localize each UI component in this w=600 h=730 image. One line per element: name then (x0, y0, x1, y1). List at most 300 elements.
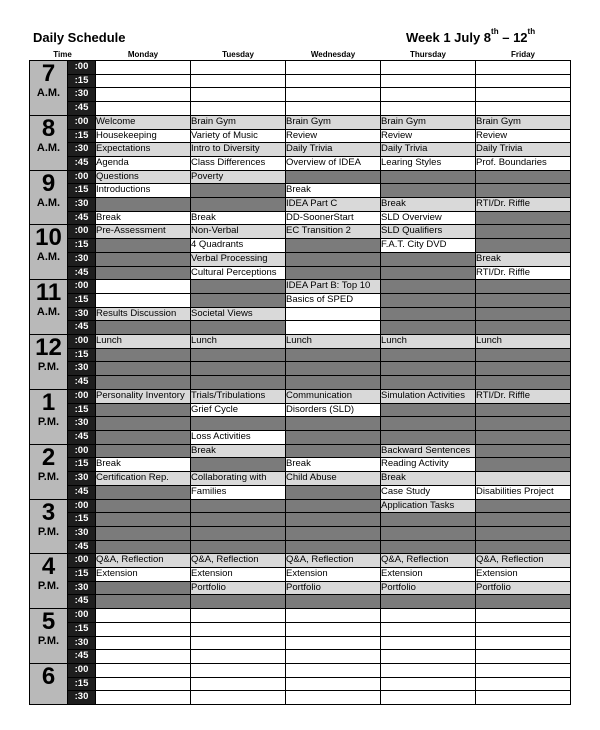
schedule-cell-tuesday (191, 458, 286, 472)
schedule-cell-thursday (381, 540, 476, 554)
schedule-cell-thursday: F.A.T. City DVD (381, 239, 476, 253)
schedule-cell-thursday: Application Tasks (381, 499, 476, 513)
time-slot-row (30, 376, 571, 390)
schedule-cell-wednesday: Child Abuse (286, 472, 381, 486)
schedule-cell-wednesday (286, 252, 381, 266)
schedule-cell-wednesday (286, 376, 381, 390)
hour-number: 4 (41, 553, 56, 581)
schedule-cell-tuesday (191, 609, 286, 623)
hour-label (30, 609, 68, 664)
column-header-thursday: Thursday (409, 49, 446, 59)
schedule-cell-monday: Housekeeping (96, 129, 191, 143)
schedule-cell-tuesday (191, 280, 286, 294)
schedule-cell-tuesday (191, 88, 286, 102)
schedule-cell-monday (96, 526, 191, 540)
schedule-cell-monday (96, 540, 191, 554)
schedule-cell-tuesday (191, 663, 286, 677)
schedule-cell-wednesday (286, 636, 381, 650)
schedule-cell-wednesday: Brain Gym (286, 115, 381, 129)
schedule-cell-thursday: Case Study (381, 485, 476, 499)
schedule-cell-tuesday (191, 677, 286, 691)
schedule-cell-monday (96, 595, 191, 609)
schedule-cell-monday: Q&A, Reflection (96, 554, 191, 568)
schedule-cell-tuesday (191, 636, 286, 650)
minute-label: :00 (68, 444, 96, 458)
schedule-cell-wednesday (286, 526, 381, 540)
schedule-cell-tuesday (191, 362, 286, 376)
schedule-cell-thursday (381, 280, 476, 294)
schedule-cell-friday (476, 348, 571, 362)
hour-meridiem: A.M. (36, 87, 61, 99)
schedule-cell-monday (96, 636, 191, 650)
schedule-cell-wednesday: Lunch (286, 335, 381, 349)
schedule-cell-friday: Brain Gym (476, 115, 571, 129)
schedule-cell-thursday (381, 417, 476, 431)
schedule-cell-friday: RTI/Dr. Riffle (476, 389, 571, 403)
time-slot-row (30, 485, 571, 499)
minute-label: :45 (68, 595, 96, 609)
schedule-cell-friday: Portfolio (476, 581, 571, 595)
minute-label: :00 (68, 554, 96, 568)
schedule-cell-friday: Review (476, 129, 571, 143)
hour-meridiem: P.M. (37, 525, 60, 538)
schedule-cell-monday (96, 663, 191, 677)
hour-number: 11 (35, 279, 62, 307)
minute-label: :45 (68, 102, 96, 116)
schedule-cell-wednesday: Break (286, 184, 381, 198)
schedule-cell-monday (96, 650, 191, 664)
schedule-cell-tuesday: Families (191, 485, 286, 499)
minute-label: :00 (68, 335, 96, 349)
schedule-cell-monday (96, 430, 191, 444)
schedule-cell-wednesday (286, 239, 381, 253)
week-label-main: Week 1 July 8 (406, 30, 492, 45)
schedule-cell-wednesday (286, 677, 381, 691)
hour-number: 7 (41, 60, 56, 87)
schedule-cell-monday: Expectations (96, 143, 191, 157)
schedule-cell-tuesday (191, 321, 286, 335)
hour-meridiem: A.M. (36, 306, 61, 319)
schedule-cell-thursday (381, 609, 476, 623)
time-slot-row (30, 691, 571, 705)
schedule-cell-tuesday (191, 526, 286, 540)
time-slot-row (30, 513, 571, 527)
schedule-cell-thursday (381, 376, 476, 390)
schedule-cell-friday: Extension (476, 568, 571, 582)
schedule-cell-tuesday (191, 691, 286, 705)
schedule-cell-friday (476, 677, 571, 691)
minute-label: :15 (68, 677, 96, 691)
schedule-cell-monday (96, 691, 191, 705)
time-slot-row (30, 61, 571, 75)
time-slot-row (30, 663, 571, 677)
time-slot-row (30, 499, 571, 513)
schedule-cell-friday: Disabilities Project (476, 485, 571, 499)
minute-label: :00 (68, 389, 96, 403)
schedule-cell-thursday: Daily Trivia (381, 143, 476, 157)
schedule-cell-thursday: Break (381, 472, 476, 486)
schedule-cell-friday (476, 458, 571, 472)
schedule-cell-thursday (381, 88, 476, 102)
hour-meridiem: P.M. (37, 470, 60, 483)
schedule-cell-friday: Lunch (476, 335, 571, 349)
schedule-cell-thursday (381, 595, 476, 609)
schedule-cell-friday (476, 663, 571, 677)
minute-label: :15 (68, 403, 96, 417)
hour-meridiem: P.M. (37, 580, 60, 593)
schedule-cell-thursday: Extension (381, 568, 476, 582)
schedule-cell-tuesday (191, 513, 286, 527)
schedule-cell-wednesday: IDEA Part C (286, 198, 381, 212)
schedule-cell-thursday (381, 170, 476, 184)
time-slot-row (30, 581, 571, 595)
week-label-sup-start: th (491, 27, 499, 36)
schedule-cell-friday (476, 307, 571, 321)
schedule-cell-tuesday: Verbal Processing (191, 252, 286, 266)
time-slot-row (30, 266, 571, 280)
hour-number: 5 (41, 608, 56, 636)
schedule-cell-tuesday: Lunch (191, 335, 286, 349)
schedule-cell-wednesday (286, 650, 381, 664)
schedule-cell-friday (476, 239, 571, 253)
schedule-cell-tuesday: Cultural Perceptions (191, 266, 286, 280)
hour-label (30, 280, 68, 335)
hour-label (30, 663, 68, 704)
schedule-cell-thursday (381, 650, 476, 664)
schedule-cell-monday (96, 239, 191, 253)
time-slot-row (30, 156, 571, 170)
schedule-cell-thursday (381, 293, 476, 307)
minute-label: :00 (68, 663, 96, 677)
schedule-cell-friday (476, 540, 571, 554)
schedule-cell-monday (96, 499, 191, 513)
schedule-cell-monday (96, 74, 191, 88)
time-slot-row (30, 252, 571, 266)
schedule-cell-monday: Personality Inventory (96, 389, 191, 403)
minute-label: :30 (68, 88, 96, 102)
schedule-cell-wednesday (286, 499, 381, 513)
schedule-cell-tuesday: Poverty (191, 170, 286, 184)
schedule-cell-friday (476, 170, 571, 184)
minute-label: :30 (68, 417, 96, 431)
schedule-cell-monday: Break (96, 211, 191, 225)
schedule-cell-thursday (381, 430, 476, 444)
schedule-cell-monday (96, 266, 191, 280)
minute-label: :30 (68, 307, 96, 321)
schedule-cell-thursday: SLD Qualifiers (381, 225, 476, 239)
time-slot-row (30, 115, 571, 129)
time-slot-row (30, 88, 571, 102)
time-slot-row (30, 321, 571, 335)
schedule-cell-tuesday: Q&A, Reflection (191, 554, 286, 568)
schedule-cell-wednesday: IDEA Part B: Top 10 (286, 280, 381, 294)
time-slot-row (30, 184, 571, 198)
schedule-cell-monday (96, 61, 191, 75)
time-slot-row (30, 417, 571, 431)
time-slot-row (30, 458, 571, 472)
schedule-cell-monday (96, 622, 191, 636)
schedule-cell-tuesday: Extension (191, 568, 286, 582)
hour-meridiem: P.M. (37, 635, 60, 648)
time-slot-row (30, 472, 571, 486)
schedule-cell-tuesday: Grief Cycle (191, 403, 286, 417)
schedule-cell-friday (476, 417, 571, 431)
schedule-cell-wednesday: Portfolio (286, 581, 381, 595)
schedule-cell-friday: Q&A, Reflection (476, 554, 571, 568)
schedule-cell-wednesday (286, 444, 381, 458)
time-slot-row (30, 129, 571, 143)
schedule-cell-wednesday (286, 540, 381, 554)
schedule-cell-friday: Prof. Boundaries (476, 156, 571, 170)
schedule-cell-thursday (381, 362, 476, 376)
schedule-cell-wednesday (286, 348, 381, 362)
minute-label: :30 (68, 526, 96, 540)
hour-meridiem: A.M. (36, 141, 61, 154)
schedule-cell-tuesday: 4 Quadrants (191, 239, 286, 253)
schedule-cell-tuesday (191, 74, 286, 88)
minute-label: :30 (68, 636, 96, 650)
schedule-cell-thursday: Portfolio (381, 581, 476, 595)
schedule-cell-tuesday (191, 293, 286, 307)
schedule-cell-friday (476, 61, 571, 75)
minute-label: :45 (68, 650, 96, 664)
schedule-cell-monday (96, 513, 191, 527)
minute-label: :30 (68, 581, 96, 595)
minute-label: :00 (68, 170, 96, 184)
schedule-cell-friday (476, 376, 571, 390)
time-slot-row (30, 280, 571, 294)
schedule-cell-thursday: Learing Styles (381, 156, 476, 170)
hour-label (30, 554, 68, 609)
schedule-cell-wednesday (286, 595, 381, 609)
schedule-cell-wednesday (286, 307, 381, 321)
schedule-cell-tuesday: Loss Activities (191, 430, 286, 444)
column-header-monday: Monday (127, 49, 159, 59)
schedule-cell-friday (476, 472, 571, 486)
hour-meridiem: A.M. (36, 251, 61, 264)
schedule-cell-wednesday: Overview of IDEA (286, 156, 381, 170)
hour-label (30, 170, 68, 225)
schedule-cell-thursday: Lunch (381, 335, 476, 349)
schedule-cell-thursday (381, 252, 476, 266)
schedule-cell-thursday (381, 61, 476, 75)
schedule-cell-friday (476, 444, 571, 458)
schedule-cell-friday (476, 526, 571, 540)
minute-label: :30 (68, 472, 96, 486)
schedule-cell-tuesday: Non-Verbal (191, 225, 286, 239)
schedule-cell-monday (96, 348, 191, 362)
schedule-cell-friday: Daily Trivia (476, 143, 571, 157)
schedule-cell-thursday (381, 677, 476, 691)
schedule-cell-wednesday (286, 170, 381, 184)
week-label (406, 27, 536, 45)
schedule-cell-thursday (381, 403, 476, 417)
time-slot-row (30, 595, 571, 609)
schedule-cell-wednesday: EC Transition 2 (286, 225, 381, 239)
time-slot-row (30, 622, 571, 636)
schedule-cell-tuesday (191, 184, 286, 198)
schedule-cell-wednesday: Review (286, 129, 381, 143)
schedule-cell-monday (96, 362, 191, 376)
minute-label: :15 (68, 239, 96, 253)
schedule-cell-wednesday (286, 61, 381, 75)
time-slot-row (30, 389, 571, 403)
schedule-cell-friday (476, 184, 571, 198)
schedule-cell-friday (476, 225, 571, 239)
hour-meridiem: P.M. (37, 415, 60, 428)
schedule-cell-wednesday (286, 691, 381, 705)
schedule-cell-monday (96, 485, 191, 499)
schedule-cell-monday: Certification Rep. (96, 472, 191, 486)
schedule-cell-thursday (381, 691, 476, 705)
schedule-cell-friday (476, 430, 571, 444)
schedule-cell-monday (96, 444, 191, 458)
schedule-cell-monday: Agenda (96, 156, 191, 170)
minute-label: :15 (68, 74, 96, 88)
minute-label: :15 (68, 568, 96, 582)
minute-label: :15 (68, 129, 96, 143)
minute-label: :00 (68, 61, 96, 75)
minute-label: :00 (68, 115, 96, 129)
schedule-cell-friday (476, 362, 571, 376)
schedule-cell-wednesday (286, 663, 381, 677)
schedule-cell-wednesday (286, 266, 381, 280)
schedule-cell-monday: Break (96, 458, 191, 472)
schedule-cell-friday (476, 499, 571, 513)
hour-number: 8 (41, 115, 56, 142)
minute-label: :45 (68, 211, 96, 225)
schedule-cell-thursday: Reading Activity (381, 458, 476, 472)
schedule-cell-wednesday (286, 609, 381, 623)
time-slot-row (30, 102, 571, 116)
schedule-cell-friday (476, 280, 571, 294)
hour-label (30, 444, 68, 499)
schedule-cell-friday (476, 293, 571, 307)
schedule-cell-friday (476, 636, 571, 650)
time-slot-row (30, 211, 571, 225)
time-slot-row (30, 568, 571, 582)
minute-label: :45 (68, 485, 96, 499)
hour-number: 3 (41, 499, 56, 526)
schedule-cell-tuesday (191, 417, 286, 431)
minute-label: :30 (68, 252, 96, 266)
schedule-cell-tuesday (191, 499, 286, 513)
time-slot-row (30, 293, 571, 307)
schedule-cell-thursday (381, 663, 476, 677)
schedule-cell-friday (476, 513, 571, 527)
schedule-cell-monday (96, 280, 191, 294)
schedule-cell-tuesday: Portfolio (191, 581, 286, 595)
schedule-cell-monday (96, 376, 191, 390)
schedule-cell-tuesday: Variety of Music (191, 129, 286, 143)
schedule-cell-wednesday (286, 513, 381, 527)
schedule-cell-tuesday (191, 61, 286, 75)
time-slot-row (30, 444, 571, 458)
schedule-cell-friday (476, 211, 571, 225)
schedule-cell-friday (476, 691, 571, 705)
schedule-cell-thursday (381, 321, 476, 335)
schedule-cell-tuesday (191, 102, 286, 116)
schedule-cell-wednesday (286, 417, 381, 431)
schedule-cell-thursday (381, 622, 476, 636)
schedule-cell-monday (96, 198, 191, 212)
hour-label (30, 115, 68, 170)
schedule-cell-monday (96, 417, 191, 431)
schedule-cell-friday: RTI/Dr. Riffle (476, 266, 571, 280)
schedule-cell-tuesday (191, 198, 286, 212)
time-slot-row (30, 650, 571, 664)
page-title: Daily Schedule (33, 30, 126, 45)
schedule-cell-friday (476, 74, 571, 88)
schedule-cell-wednesday (286, 430, 381, 444)
schedule-cell-thursday (381, 636, 476, 650)
schedule-cell-friday (476, 622, 571, 636)
schedule-cell-thursday: Simulation Activities (381, 389, 476, 403)
schedule-cell-wednesday: Break (286, 458, 381, 472)
time-slot-row (30, 554, 571, 568)
schedule-cell-tuesday (191, 540, 286, 554)
schedule-cell-wednesday: Disorders (SLD) (286, 403, 381, 417)
minute-label: :15 (68, 622, 96, 636)
schedule-cell-monday: Introductions (96, 184, 191, 198)
schedule-cell-friday (476, 403, 571, 417)
schedule-cell-tuesday (191, 376, 286, 390)
schedule-cell-tuesday: Brain Gym (191, 115, 286, 129)
schedule-table (29, 48, 571, 705)
minute-label: :30 (68, 691, 96, 705)
minute-label: :00 (68, 609, 96, 623)
header-row (30, 48, 571, 61)
schedule-cell-friday (476, 595, 571, 609)
schedule-cell-tuesday: Societal Views (191, 307, 286, 321)
minute-label: :45 (68, 540, 96, 554)
schedule-cell-tuesday: Break (191, 211, 286, 225)
schedule-cell-tuesday: Collaborating with (191, 472, 286, 486)
hour-label (30, 61, 68, 116)
schedule-cell-tuesday (191, 595, 286, 609)
schedule-cell-wednesday: Q&A, Reflection (286, 554, 381, 568)
schedule-cell-thursday: Break (381, 198, 476, 212)
schedule-cell-wednesday (286, 102, 381, 116)
schedule-cell-monday (96, 403, 191, 417)
minute-label: :15 (68, 348, 96, 362)
time-slot-row (30, 609, 571, 623)
column-header-tuesday: Tuesday (222, 49, 254, 59)
time-slot-row (30, 239, 571, 253)
schedule-cell-tuesday: Trials/Tribulations (191, 389, 286, 403)
hour-label (30, 499, 68, 554)
time-slot-row (30, 430, 571, 444)
minute-label: :30 (68, 362, 96, 376)
schedule-cell-thursday: Review (381, 129, 476, 143)
schedule-cell-friday (476, 650, 571, 664)
hour-number: 2 (41, 444, 56, 471)
schedule-cell-monday (96, 293, 191, 307)
schedule-cell-tuesday (191, 650, 286, 664)
schedule-cell-thursday (381, 513, 476, 527)
minute-label: :45 (68, 266, 96, 280)
schedule-cell-tuesday: Class Differences (191, 156, 286, 170)
time-slot-row (30, 526, 571, 540)
minute-label: :15 (68, 293, 96, 307)
schedule-cell-monday (96, 102, 191, 116)
time-slot-row (30, 636, 571, 650)
time-slot-row (30, 540, 571, 554)
hour-number: 12 (35, 334, 62, 362)
schedule-cell-wednesday (286, 74, 381, 88)
schedule-cell-monday: Pre-Assessment (96, 225, 191, 239)
schedule-cell-monday (96, 609, 191, 623)
